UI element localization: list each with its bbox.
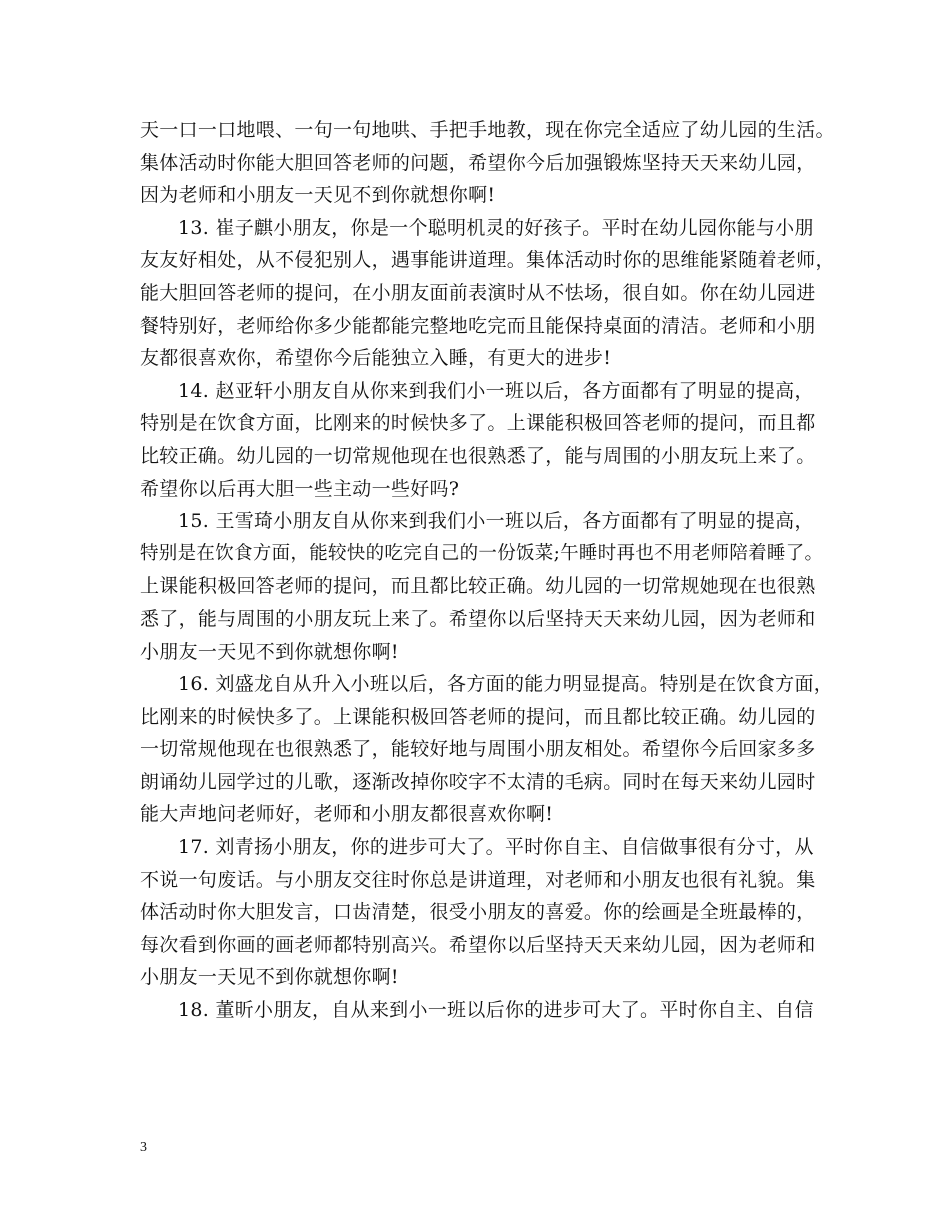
paragraph-first-line: 17. 刘青扬小朋友，你的进步可大了。平时你自主、自信做事很有分寸，从	[178, 836, 814, 859]
text-line: 天一口一口地喂、一句一句地哄、手把手地教，现在你完全适应了幼儿园的生活。	[140, 119, 835, 141]
page-number: 3	[140, 1140, 147, 1155]
text-line: 餐特别好，老师给你多少能都能完整地吃完而且能保持桌面的清洁。老师和小朋	[140, 314, 816, 337]
text-line: 每次看到你画的画老师都特别高兴。希望你以后坚持天天来幼儿园，因为老师和	[140, 933, 816, 956]
paragraph-first-line: 16. 刘盛龙自从升入小班以后，各方面的能力明显提高。特别是在饮食方面，	[178, 673, 834, 696]
document-body	[140, 114, 840, 1027]
text-line: 能大胆回答老师的提问，在小朋友面前表演时从不怯场，很自如。你在幼儿园进	[140, 281, 816, 304]
text-line: 悉了，能与周围的小朋友玩上来了。希望你以后坚持天天来幼儿园，因为老师和	[140, 607, 816, 630]
text-line: 友友好相处，从不侵犯别人，遇事能讲道理。集体活动时你的思维能紧随着老师，	[140, 249, 835, 272]
text-line: 比刚来的时候快多了。上课能积极回答老师的提问，而且都比较正确。幼儿园的	[140, 705, 816, 728]
text-line: 集体活动时你能大胆回答老师的问题，希望你今后加强锻炼坚持天天来幼儿园，	[140, 151, 816, 174]
text-line: 体活动时你大胆发言，口齿清楚，很受小朋友的喜爱。你的绘画是全班最棒的，	[140, 901, 816, 924]
text-line: 上课能积极回答老师的提问，而且都比较正确。幼儿园的一切常规她现在也很熟	[140, 575, 816, 598]
text-line: 能大声地问老师好，老师和小朋友都很喜欢你啊!	[140, 803, 554, 826]
paragraph-first-line: 18. 董昕小朋友，自从来到小一班以后你的进步可大了。平时你自主、自信	[178, 999, 814, 1022]
text-line: 不说一句废话。与小朋友交往时你总是讲道理，对老师和小朋友也很有礼貌。集	[140, 868, 816, 891]
text-line: 因为老师和小朋友一天见不到你就想你啊!	[140, 184, 496, 207]
text-line: 小朋友一天见不到你就想你啊!	[140, 640, 399, 663]
text-line: 朗诵幼儿园学过的儿歌，逐渐改掉你咬字不太清的毛病。同时在每天来幼儿园时	[140, 770, 816, 793]
text-line: 希望你以后再大胆一些主动一些好吗?	[140, 477, 460, 500]
text-line: 特别是在饮食方面，能较快的吃完自己的一份饭菜;午睡时再也不用老师陪着睡了。	[140, 542, 824, 564]
text-line: 特别是在饮食方面，比刚来的时候快多了。上课能积极回答老师的提问，而且都	[140, 412, 816, 435]
text-line: 一切常规他现在也很熟悉了，能较好地与周围小朋友相处。希望你今后回家多多	[140, 738, 816, 761]
text-line: 友都很喜欢你，希望你今后能独立入睡，有更大的进步!	[140, 347, 612, 370]
paragraph-first-line: 15. 王雪琦小朋友自从你来到我们小一班以后，各方面都有了明显的提高，	[178, 510, 814, 533]
text-line: 小朋友一天见不到你就想你啊!	[140, 966, 399, 989]
text-line: 比较正确。幼儿园的一切常规他现在也很熟悉了，能与周围的小朋友玩上来了。	[140, 444, 816, 467]
paragraph-first-line: 13. 崔子麒小朋友，你是一个聪明机灵的好孩子。平时在幼儿园你能与小朋	[178, 216, 814, 239]
paragraph-first-line: 14. 赵亚轩小朋友自从你来到我们小一班以后，各方面都有了明显的提高，	[178, 379, 814, 402]
